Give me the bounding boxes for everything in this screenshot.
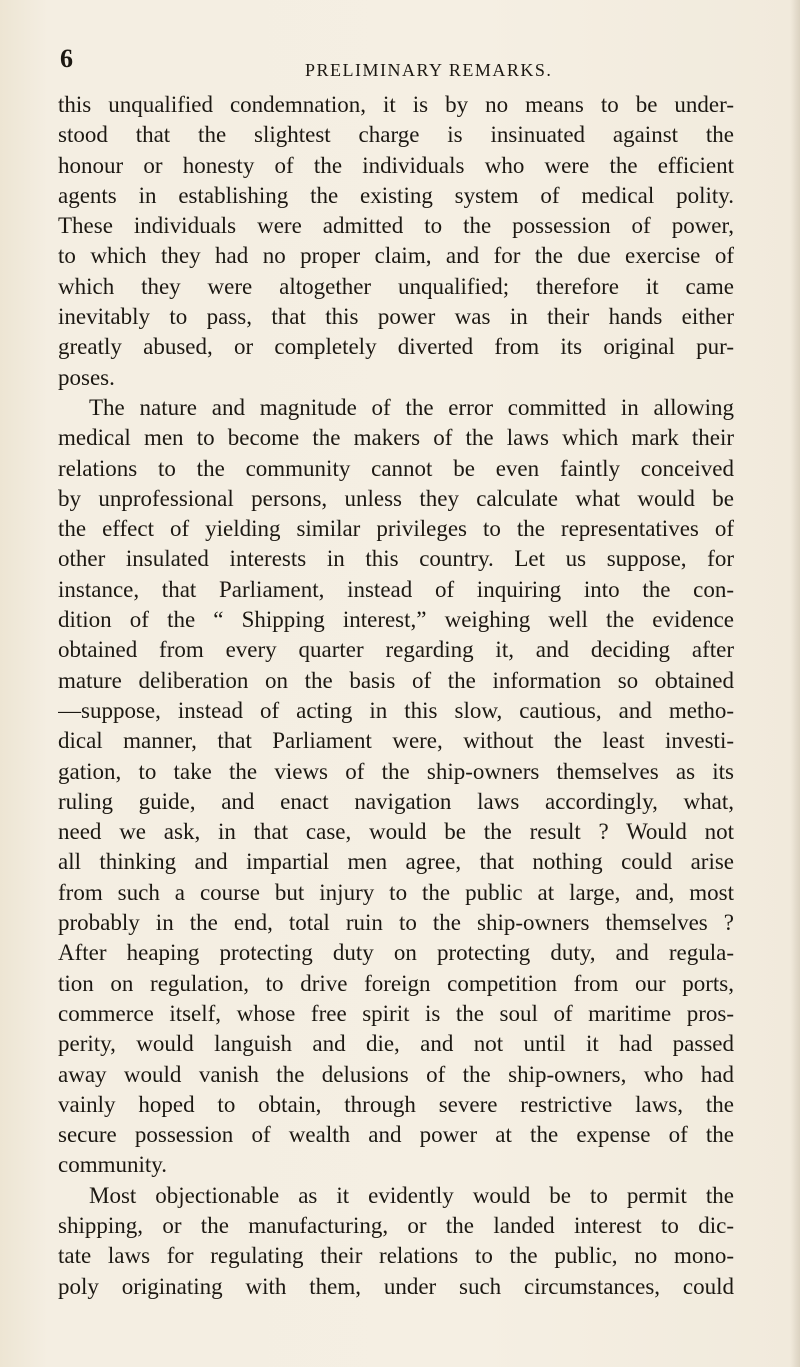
text-line: this unqualified condemnation, it is by no means to be under- <box>58 92 734 117</box>
text-line: honour or honesty of the individuals who were the efficient <box>58 152 734 178</box>
text-line: from such a course but injury to the public at large, and, most <box>58 879 734 905</box>
text-line: tate laws for regulating their relations to the public, no mono- <box>58 1243 734 1269</box>
text-line: other insulated interests in this country. Let us suppose, for <box>58 546 734 572</box>
text-line: the effect of yielding similar privileges to the representatives of <box>58 516 734 542</box>
text-line: away would vanish the delusions of the ship-owners, who had <box>58 1061 734 1087</box>
text-line: stood that the slightest charge is insinuated against the <box>58 122 734 148</box>
text-line: dical manner, that Parliament were, without the least investi- <box>58 728 734 754</box>
text-line: Most objectionable as it evidently would be to permit the <box>89 1182 734 1208</box>
text-line: to which they had no proper claim, and for the due exercise of <box>58 243 734 269</box>
text-line: medical men to become the makers of the laws which mark their <box>58 425 734 451</box>
text-line: secure possession of wealth and power at the expense of the <box>58 1122 734 1148</box>
text-line: all thinking and impartial men agree, that nothing could arise <box>58 849 734 875</box>
paragraph <box>58 393 734 1181</box>
text-line: by unprofessional persons, unless they calculate what would be <box>58 485 734 511</box>
text-line: tion on regulation, to drive foreign competition from our ports, <box>58 970 734 996</box>
text-line: relations to the community cannot be even faintly conceived <box>58 455 734 481</box>
text-line: vainly hoped to obtain, through severe restrictive laws, the <box>58 1091 734 1117</box>
page-edge-shadow <box>790 0 800 1367</box>
text-line: inevitably to pass, that this power was in their hands either <box>58 304 734 330</box>
text-line: commerce itself, whose free spirit is the soul of maritime pros- <box>58 1000 734 1026</box>
text-line: mature deliberation on the basis of the information so obtained <box>58 667 734 693</box>
page-number: 6 <box>60 44 73 73</box>
text-line: —suppose, instead of acting in this slow, cautious, and metho- <box>58 697 734 723</box>
page-header <box>60 46 760 86</box>
text-line: poly originating with them, under such circumstances, could <box>58 1273 734 1299</box>
running-head: PRELIMINARY REMARKS. <box>305 60 553 80</box>
text-line: poses. <box>58 364 115 390</box>
text-line: greatly abused, or completely diverted from its original pur- <box>58 334 734 360</box>
text-line: The nature and magnitude of the error committed in allowing <box>89 394 734 420</box>
text-line: obtained from every quarter regarding it, and deciding after <box>58 637 734 663</box>
text-line: need we ask, in that case, would be the result ? Would not <box>58 819 734 845</box>
text-line: dition of the “ Shipping interest,” weighing well the evidence <box>58 607 734 633</box>
text-line: These individuals were admitted to the possession of power, <box>58 213 734 239</box>
text-line: ruling guide, and enact navigation laws accordingly, what, <box>58 788 734 814</box>
text-line: instance, that Parliament, instead of inquiring into the con- <box>58 576 734 602</box>
text-line: After heaping protecting duty on protecting duty, and regula- <box>58 940 734 966</box>
text-line: gation, to take the views of the ship-owners themselves as its <box>58 758 734 784</box>
text-line: perity, would languish and die, and not until it had passed <box>58 1031 734 1057</box>
text-line: community. <box>58 1152 168 1178</box>
paragraph <box>58 1181 734 1302</box>
body-text <box>58 90 734 1302</box>
text-line: probably in the end, total ruin to the ship-owners themselves ? <box>58 910 734 936</box>
paragraph <box>58 90 734 393</box>
text-line: agents in establishing the existing system of medical polity. <box>58 182 734 208</box>
text-line: shipping, or the manufacturing, or the landed interest to dic- <box>58 1212 734 1238</box>
text-line: which they were altogether unqualified; therefore it came <box>58 273 734 299</box>
